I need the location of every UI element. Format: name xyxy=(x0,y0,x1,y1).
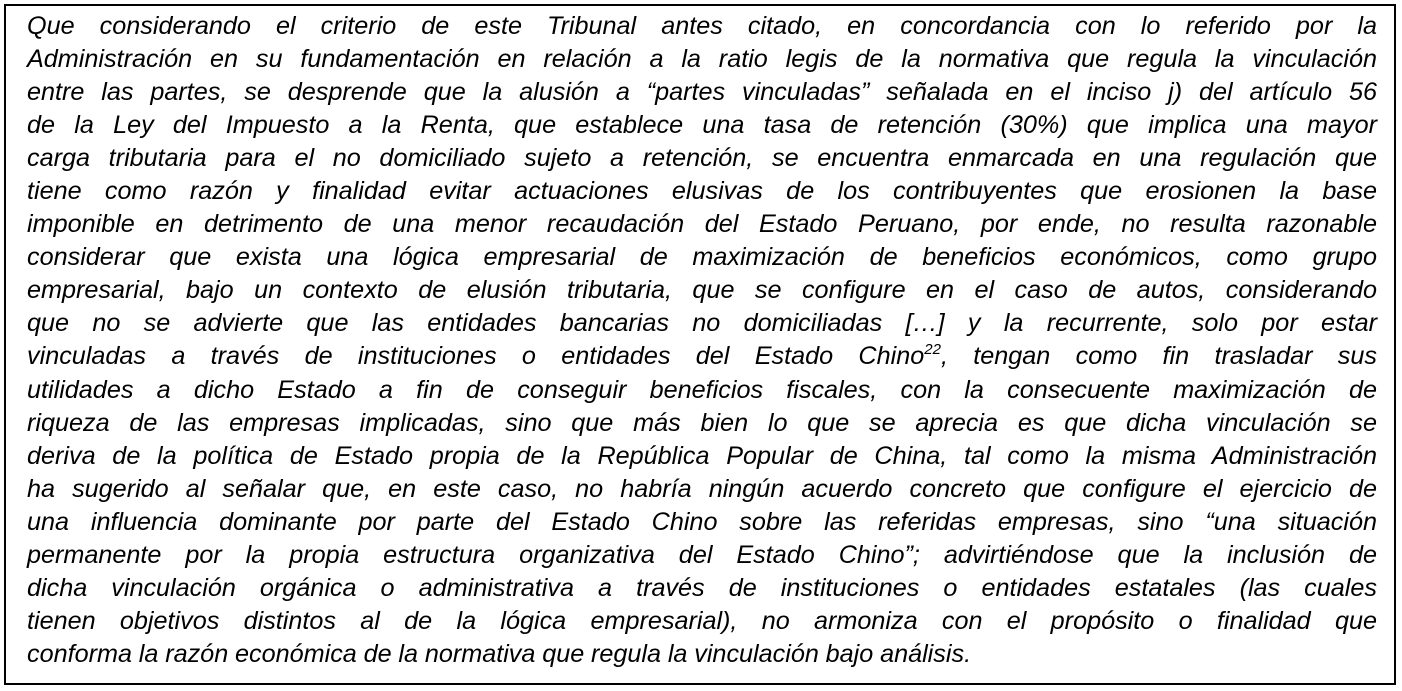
paragraph-line: ha sugerido al señalar que, en este caso, no habría ningún acuerdo concreto que configure el ejercicio de xyxy=(27,474,1377,503)
paragraph-line: que no se advierte que las entidades bancarias no domiciliadas […] y la recurrente, solo por estar xyxy=(27,309,1377,338)
paragraph-line-tail: , tengan como fin trasladar sus xyxy=(940,342,1377,371)
paragraph-line: imponible en detrimento de una menor recaudación del Estado Peruano, por ende, no resulta razonable xyxy=(27,210,1377,239)
paragraph-line: riqueza de las empresas implicadas, sino que más bien lo que se aprecia es que dicha vinculación se xyxy=(27,408,1377,437)
quote-paragraph xyxy=(27,10,1377,671)
paragraph-line: considerar que exista una lógica empresarial de maximización de beneficios económicos, como grupo xyxy=(27,243,1377,272)
paragraph-line: tiene como razón y finalidad evitar actuaciones elusivas de los contribuyentes que erosionen la base xyxy=(27,177,1377,206)
paragraph-line: entre las partes, se desprende que la alusión a “partes vinculadas” señalada en el inciso j) del artículo 56 xyxy=(27,78,1377,107)
paragraph-line: tienen objetivos distintos al de la lógica empresarial), no armoniza con el propósito o finalidad que xyxy=(27,606,1377,635)
paragraph-line: una influencia dominante por parte del Estado Chino sobre las referidas empresas, sino “una situación xyxy=(27,507,1377,536)
paragraph-line-head: vinculadas a través de instituciones o entidades del Estado Chino xyxy=(27,342,925,371)
quote-box xyxy=(4,4,1396,685)
paragraph-line: Administración en su fundamentación en relación a la ratio legis de la normativa que regula la vinculación xyxy=(27,45,1377,74)
paragraph-line: carga tributaria para el no domiciliado sujeto a retención, se encuentra enmarcada en una regulación que xyxy=(27,144,1377,173)
paragraph-line: dicha vinculación orgánica o administrativa a través de instituciones o entidades estatales (las cuales xyxy=(27,573,1377,602)
paragraph-line: utilidades a dicho Estado a fin de conseguir beneficios fiscales, con la consecuente maximización de xyxy=(27,375,1377,404)
footnote-marker: 22 xyxy=(924,341,941,359)
paragraph-line: deriva de la política de Estado propia de la República Popular de China, tal como la misma Administración xyxy=(27,441,1377,470)
paragraph-line: conforma la razón económica de la normativa que regula la vinculación bajo análisis. xyxy=(27,639,972,668)
paragraph-line: permanente por la propia estructura organizativa del Estado Chino”; advirtiéndose que la inclusión de xyxy=(27,540,1377,569)
paragraph-line: Que considerando el criterio de este Tribunal antes citado, en concordancia con lo referido por la xyxy=(27,12,1377,40)
paragraph-line: empresarial, bajo un contexto de elusión tributaria, que se configure en el caso de autos, considerando xyxy=(27,276,1377,305)
paragraph-line-with-footnote xyxy=(27,340,1377,373)
paragraph-line: de la Ley del Impuesto a la Renta, que establece una tasa de retención (30%) que implica una mayor xyxy=(27,111,1377,140)
